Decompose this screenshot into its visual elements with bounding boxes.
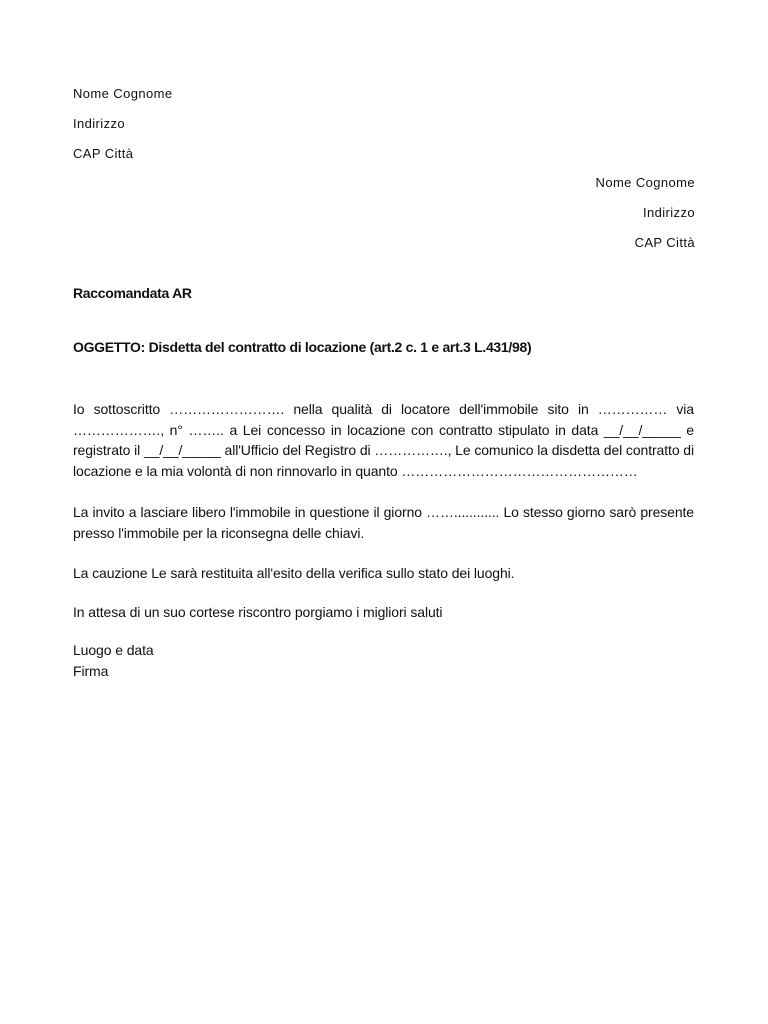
- letter-subject: OGGETTO: Disdetta del contratto di locazione (art.2 c. 1 e art.3 L.431/98): [73, 339, 532, 355]
- paragraph-notice: Io sottoscritto ……………………. nella qualità di locatore dell'immobile sito in …………… via ………………., n° …….. a Lei concesso in locazione con contratto stipulato in data __/__/_____ e registrato il __/__/_____ all'Ufficio del Registro di ……………., Le comunico la disdetta del contratto di locazione e la mia volontà di non rinnovarlo in quanto ……………………………………………: [73, 401, 694, 479]
- sender-address: Indirizzo: [73, 116, 126, 131]
- sender-city: CAP Città: [73, 146, 134, 161]
- recipient-address: Indirizzo: [642, 205, 695, 220]
- recipient-city: CAP Città: [634, 235, 695, 250]
- sender-name: Nome Cognome: [73, 86, 173, 101]
- mail-type: Raccomandata AR: [73, 285, 192, 301]
- signature: Firma: [73, 663, 109, 679]
- paragraph-deposit: La cauzione Le sarà restituita all'esito della verifica sullo stato dei luoghi.: [73, 565, 515, 581]
- place-date: Luogo e data: [73, 642, 154, 658]
- recipient-name: Nome Cognome: [595, 175, 695, 190]
- paragraph-vacate: La invito a lasciare libero l'immobile in questione il giorno ……............ Lo stesso giorno sarò presente presso l'immobile per la riconsegna delle chiavi.: [73, 504, 694, 541]
- paragraph-closing: In attesa di un suo cortese riscontro porgiamo i migliori saluti: [73, 604, 443, 620]
